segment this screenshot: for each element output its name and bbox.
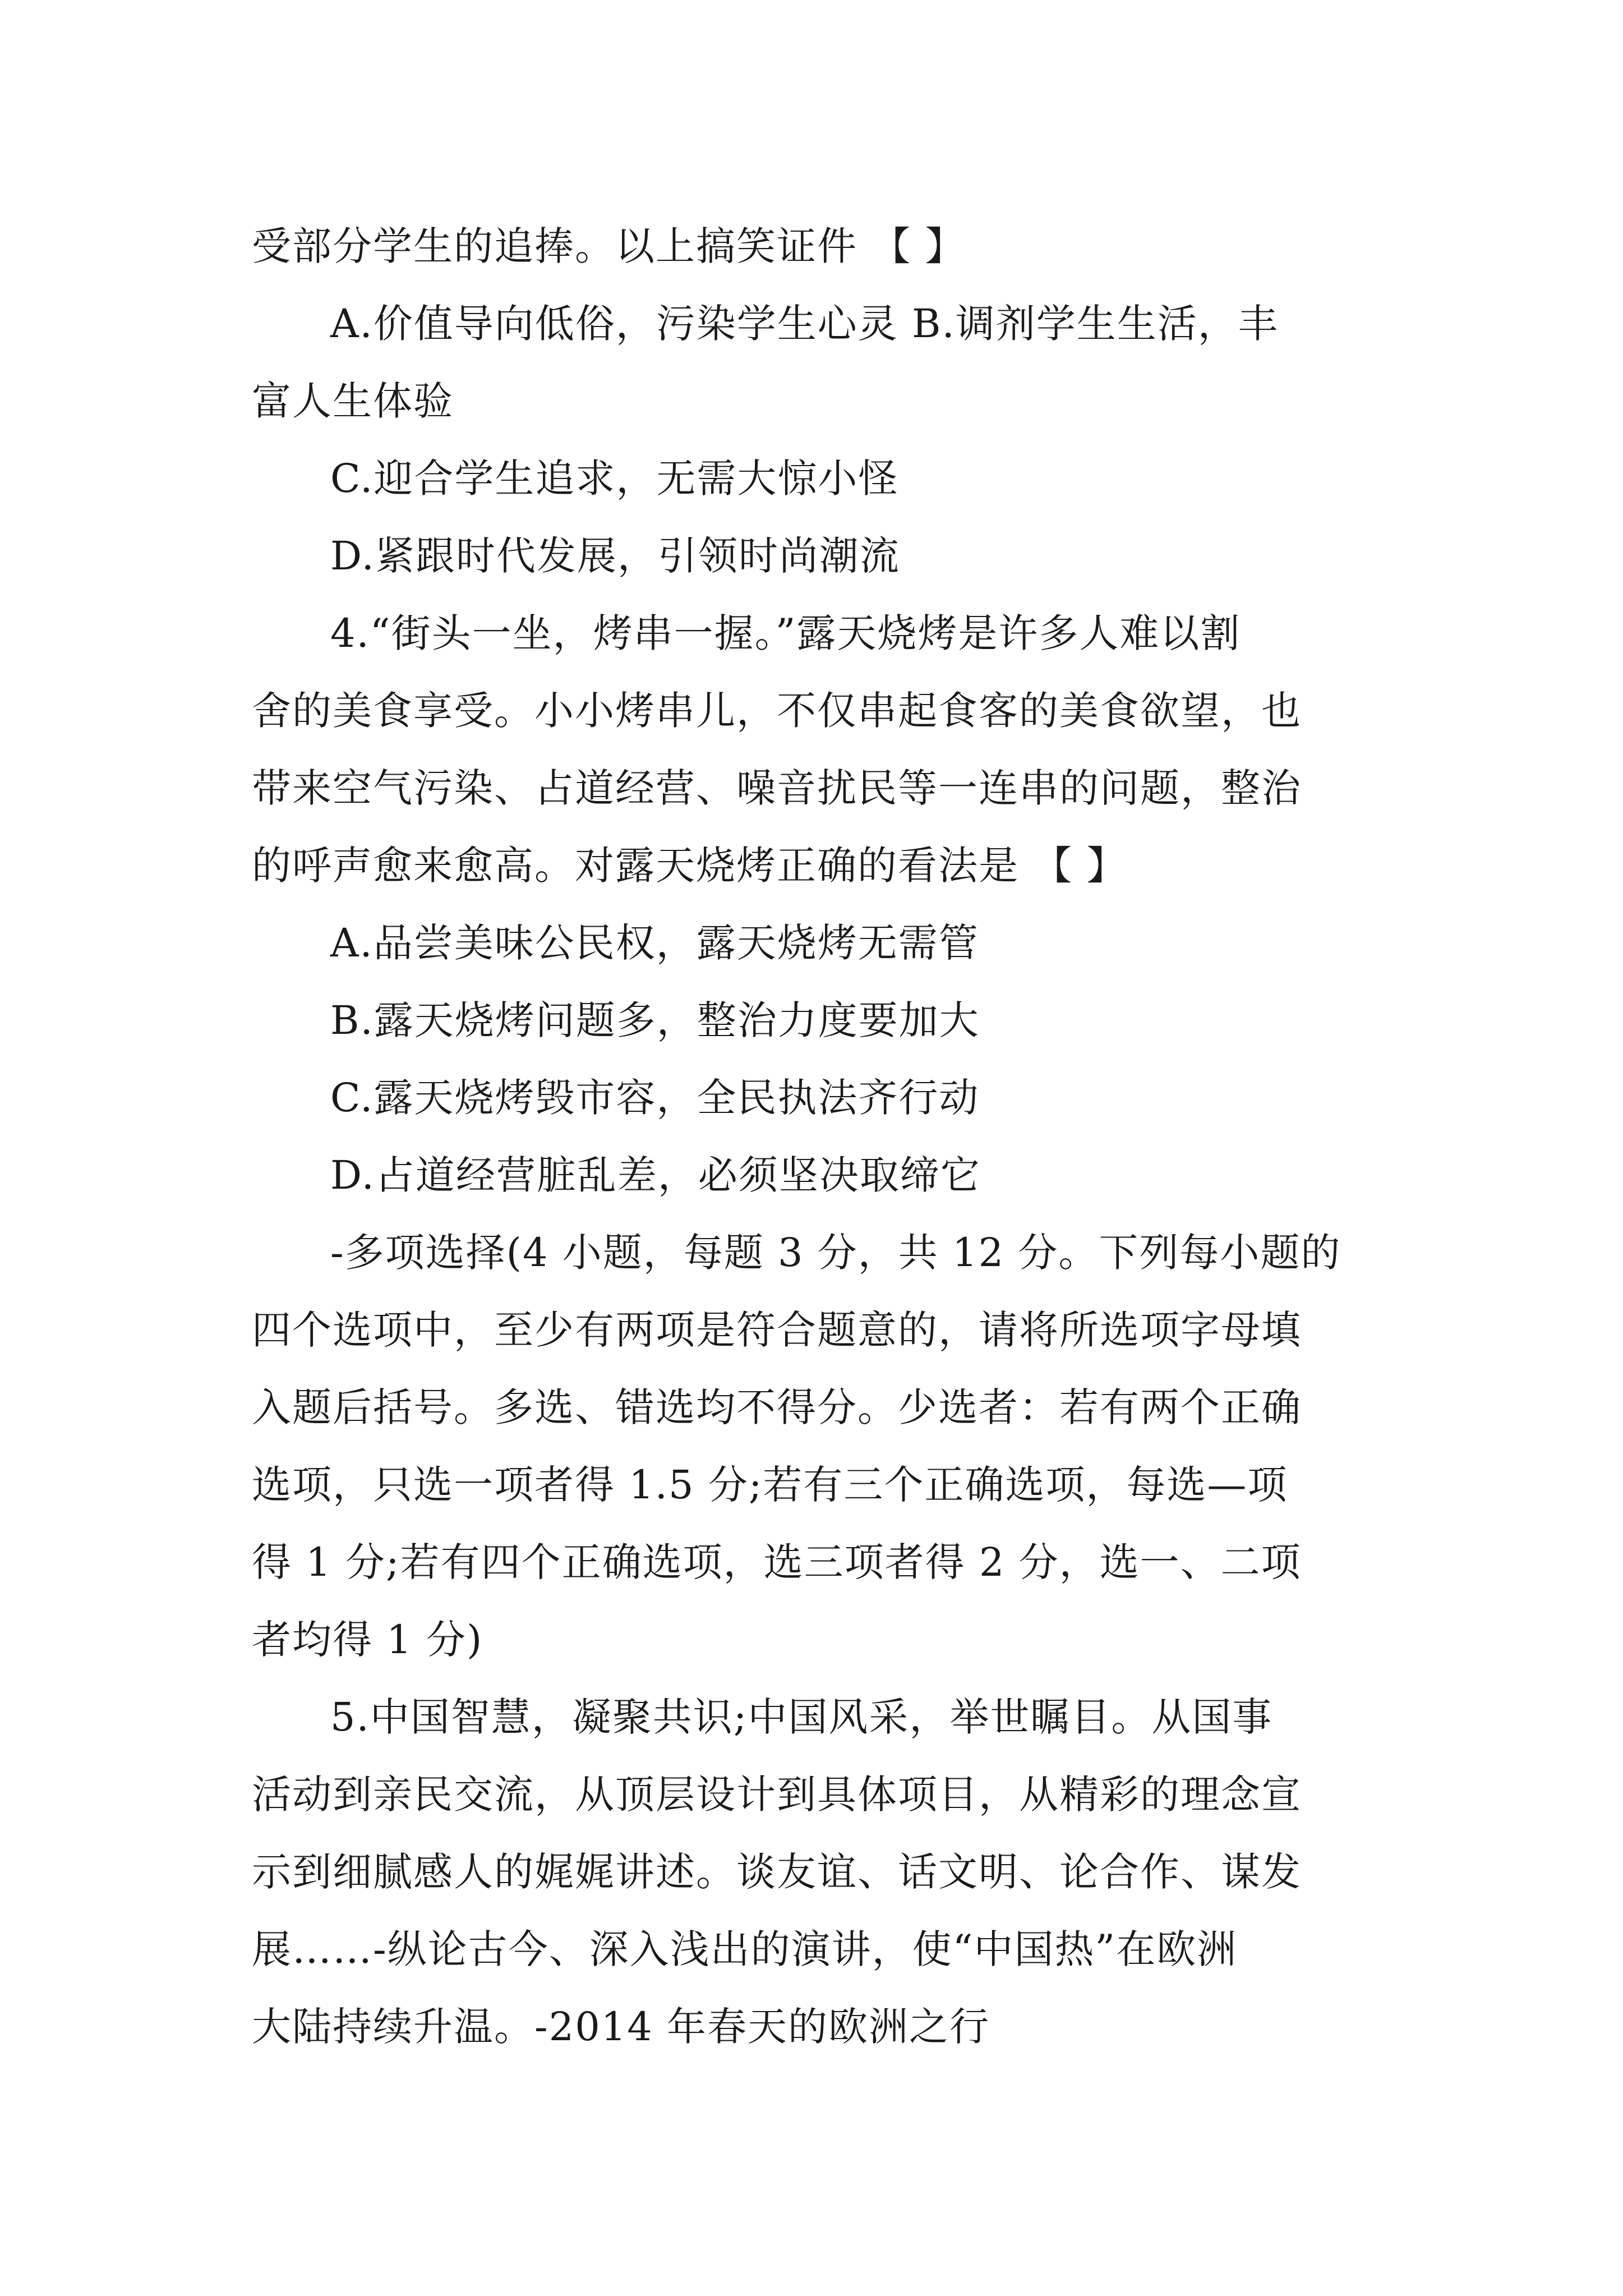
section-multi-choice-line-5: 得 1 分;若有四个正确选项，选三项者得 2 分，选一、二项: [252, 1539, 1302, 1585]
question-4-line-4: 的呼声愈来愈高。对露天烧烤正确的看法是 【 】: [252, 843, 1127, 889]
question-5-line-5: 大陆持续升温。-2014 年春天的欧洲之行: [252, 2004, 990, 2050]
option-q4-a: A.品尝美味公民权，露天烧烤无需管: [330, 920, 979, 966]
section-multi-choice-line-1: -多项选择(4 小题，每题 3 分，共 12 分。下列每小题的: [330, 1230, 1341, 1276]
question-4-line-3: 带来空气污染、占道经营、噪音扰民等一连串的问题，整治: [252, 765, 1302, 811]
option-q3-a-b: A.价值导向低俗，污染学生心灵 B.调剂学生生活，丰: [330, 301, 1279, 347]
section-multi-choice-line-6: 者均得 1 分): [252, 1617, 483, 1663]
question-5-line-1: 5.中国智慧，凝聚共识;中国风采，举世瞩目。从国事: [330, 1694, 1273, 1740]
section-multi-choice-line-3: 入题后括号。多选、错选均不得分。少选者：若有两个正确: [252, 1384, 1302, 1430]
section-multi-choice-line-2: 四个选项中，至少有两项是符合题意的，请将所选项字母填: [252, 1307, 1302, 1353]
question-4-line-1: 4.“街头一坐，烤串一握。”露天烧烤是许多人难以割: [330, 610, 1241, 656]
text-line-q3-end: 受部分学生的追捧。以上搞笑证件 【 】: [252, 223, 966, 269]
question-5-line-3: 示到细腻感人的娓娓讲述。谈友谊、话文明、论合作、谋发: [252, 1849, 1302, 1895]
option-q3-d: D.紧跟时代发展，引领时尚潮流: [330, 533, 900, 579]
question-5-line-2: 活动到亲民交流，从顶层设计到具体项目，从精彩的理念宣: [252, 1772, 1302, 1818]
question-5-line-4: 展……-纵论古今、深入浅出的演讲，使“中国热”在欧洲: [252, 1926, 1238, 1972]
section-multi-choice-line-4: 选项，只选一项者得 1.5 分;若有三个正确选项，每选—项: [252, 1462, 1288, 1508]
document-body: [252, 208, 1389, 2065]
option-q4-b: B.露天烧烤问题多，整治力度要加大: [330, 997, 980, 1043]
option-q3-b-continued: 富人生体验: [252, 378, 454, 424]
option-q4-d: D.占道经营脏乱差，必须坚决取缔它: [330, 1152, 981, 1198]
option-q3-c: C.迎合学生追求，无需大惊小怪: [330, 455, 899, 501]
option-q4-c: C.露天烧烤毁市容，全民执法齐行动: [330, 1075, 980, 1121]
question-4-line-2: 舍的美食享受。小小烤串儿，不仅串起食客的美食欲望，也: [252, 688, 1302, 734]
